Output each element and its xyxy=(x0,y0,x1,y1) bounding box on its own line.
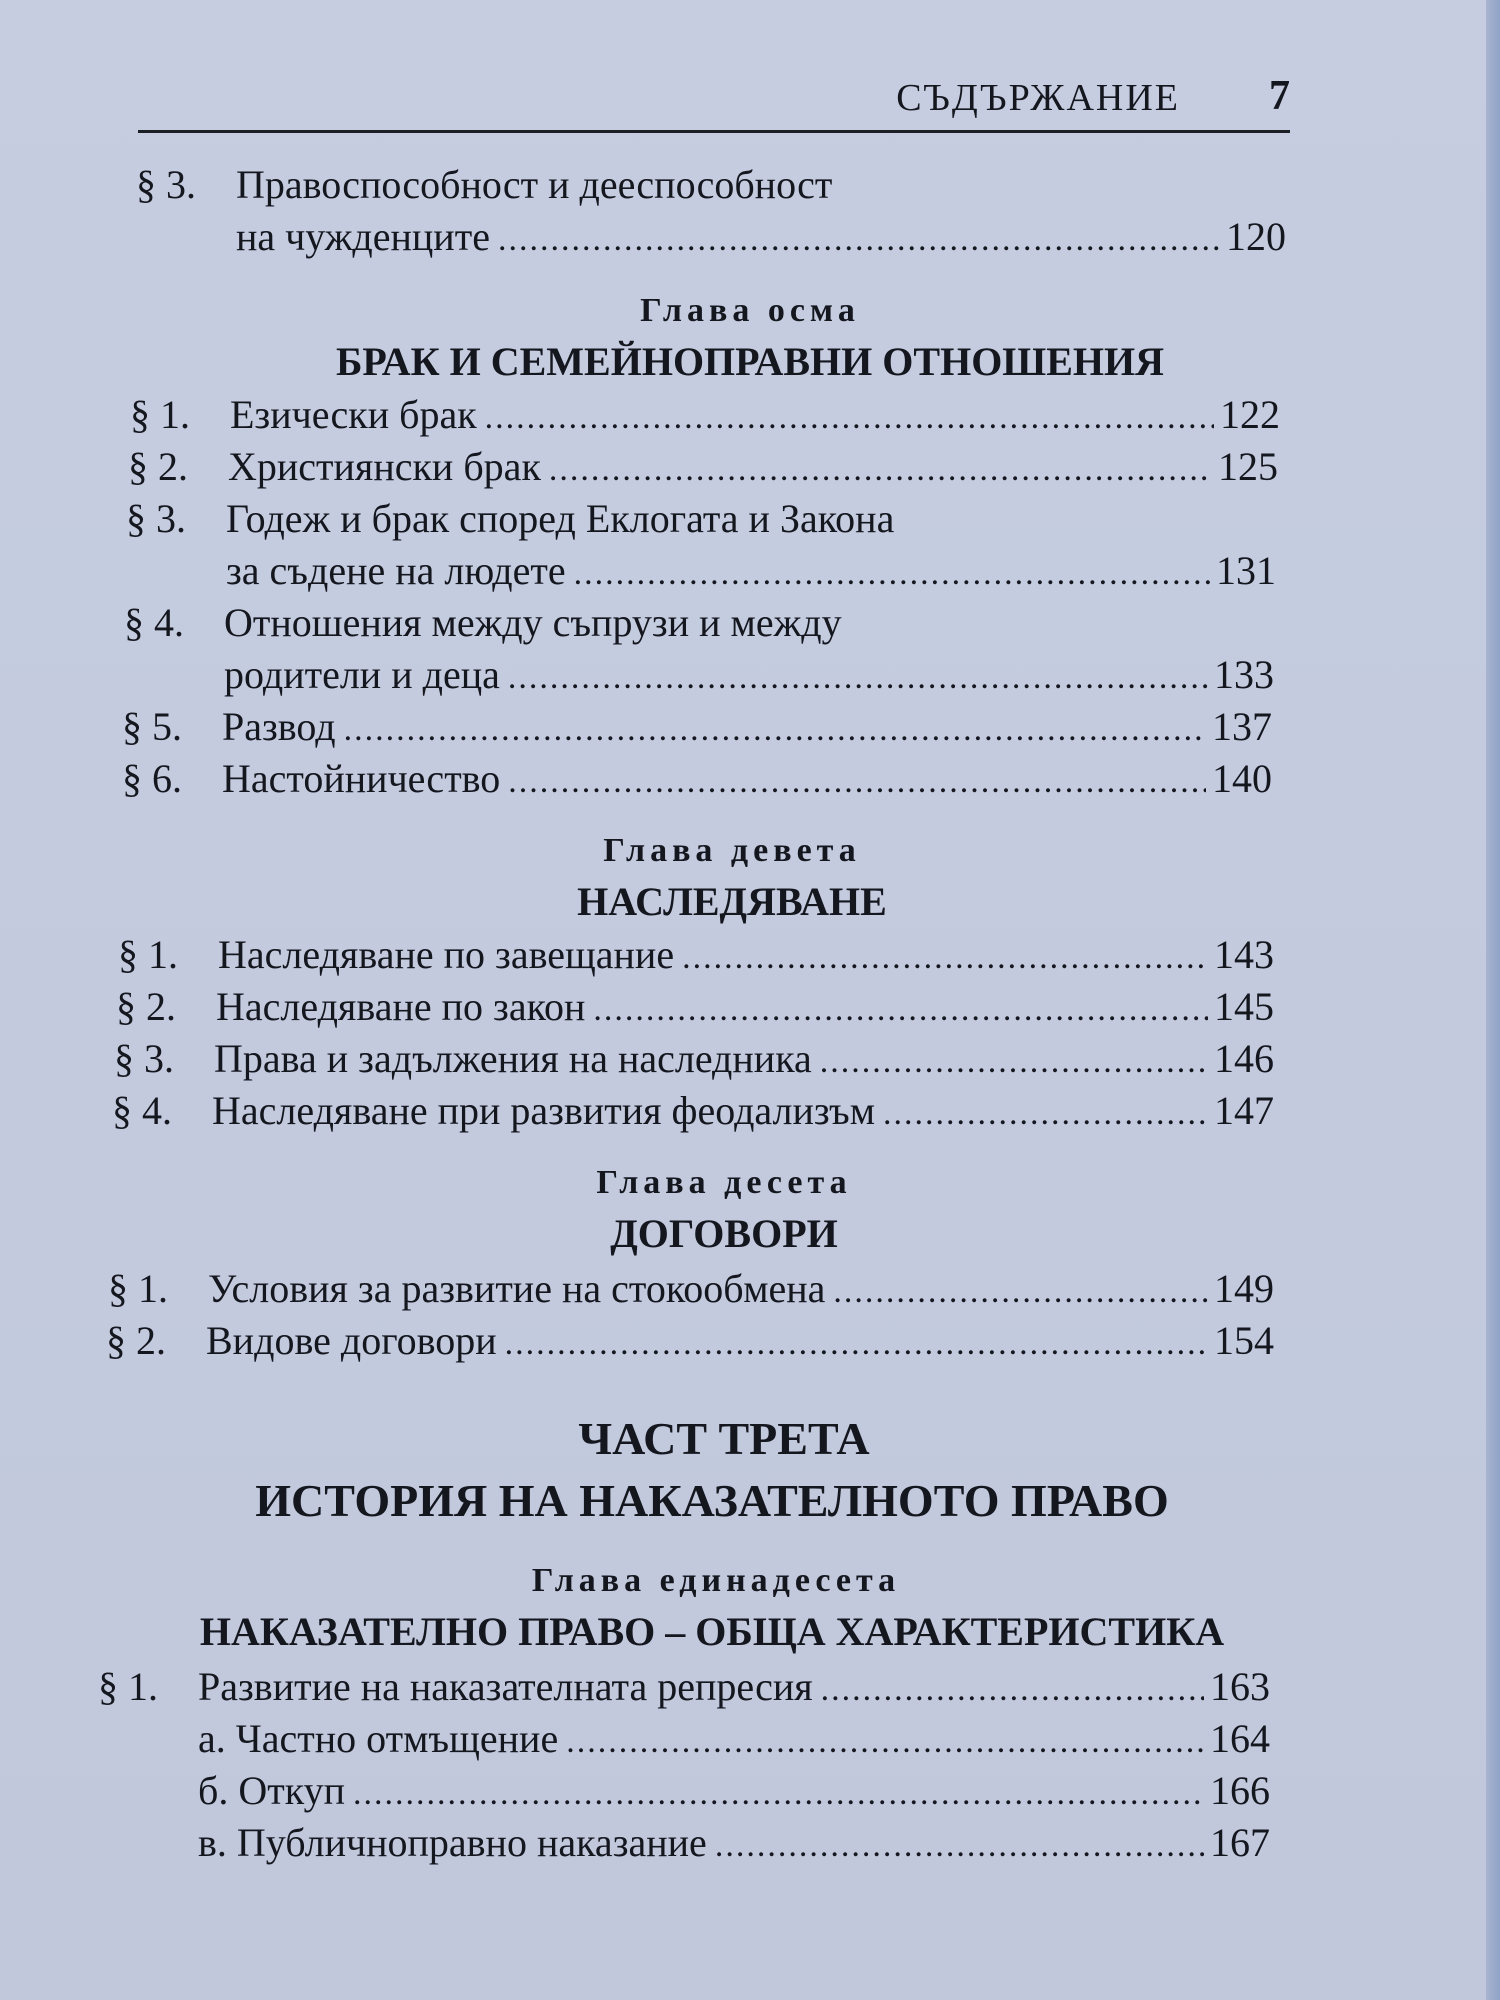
section-title: Условия за развитие на стокообмена xyxy=(208,1266,826,1311)
toc-entry xyxy=(118,930,1274,980)
page-ref: 140 xyxy=(1212,756,1272,801)
section-title: Отношения между съпрузи и между xyxy=(224,600,842,645)
section-title: Годеж и брак според Еклогата и Закона xyxy=(226,496,895,541)
section-title: Християнски брак xyxy=(228,444,541,489)
page-ref: 154 xyxy=(1214,1318,1274,1363)
section-title: Наследяване при развития феодализъм xyxy=(212,1088,876,1133)
running-head xyxy=(138,70,1290,133)
section-title: Настойничество xyxy=(222,756,501,801)
chapter-label: Глава десета xyxy=(596,1164,852,1201)
section-number: § 1. xyxy=(108,1266,168,1311)
toc-entry xyxy=(98,1662,1270,1712)
leader-dots xyxy=(508,757,1206,807)
part-label: ЧАСТ ТРЕТА xyxy=(578,1413,870,1464)
leader-dots xyxy=(353,1769,1204,1819)
page-ref: 133 xyxy=(1214,652,1274,697)
section-number: § 3. xyxy=(126,496,186,541)
leader-dots xyxy=(833,1267,1208,1317)
page-ref: 122 xyxy=(1220,392,1280,437)
running-head-title: СЪДЪРЖАНИЕ xyxy=(896,77,1180,119)
section-title: Развод xyxy=(222,704,336,749)
leader-dots xyxy=(505,1319,1208,1369)
leader-dots xyxy=(821,1665,1204,1715)
leader-dots xyxy=(485,393,1214,443)
page-ref: 146 xyxy=(1214,1036,1274,1081)
leader-dots xyxy=(498,215,1220,265)
toc-entry xyxy=(114,1034,1274,1084)
page-number: 7 xyxy=(1269,73,1290,119)
section-number: § 5. xyxy=(122,704,182,749)
section-title: Видове договори xyxy=(206,1318,497,1363)
chapter-title: НАСЛЕДЯВАНЕ xyxy=(577,879,887,924)
section-number: § 1. xyxy=(118,932,178,977)
page-ref: 125 xyxy=(1218,444,1278,489)
page-ref: 145 xyxy=(1214,984,1274,1029)
section-number: § 3. xyxy=(136,162,196,207)
section-title-cont: родители и деца xyxy=(224,652,500,697)
toc-entry xyxy=(116,982,1274,1032)
section-number: § 1. xyxy=(98,1664,158,1709)
chapter-title: ДОГОВОРИ xyxy=(610,1211,838,1256)
toc-entry-continuation xyxy=(226,546,1276,596)
section-title-cont: за съдене на людете xyxy=(226,548,566,593)
toc-entry-continuation xyxy=(224,650,1274,700)
toc-entry xyxy=(108,1264,1274,1314)
toc-entry-continuation xyxy=(236,212,1286,262)
leader-dots xyxy=(715,1821,1204,1871)
part-title: ИСТОРИЯ НА НАКАЗАТЕЛНОТО ПРАВО xyxy=(255,1475,1169,1526)
page-ref: 167 xyxy=(1210,1820,1270,1865)
section-number: § 2. xyxy=(106,1318,166,1363)
section-title: Наследяване по завещание xyxy=(218,932,675,977)
toc-entry xyxy=(124,598,1274,648)
chapter-label: Глава девета xyxy=(603,832,861,869)
section-title: Езически брак xyxy=(230,392,477,437)
chapter-label: Глава осма xyxy=(640,292,860,329)
leader-dots xyxy=(549,445,1212,495)
toc-subentry xyxy=(198,1766,1270,1816)
toc-entry xyxy=(126,494,1276,544)
section-title-cont: на чужденците xyxy=(236,214,490,259)
toc-entry xyxy=(106,1316,1274,1366)
section-title: Правоспособност и дееспособност xyxy=(236,162,833,207)
subsection-title: в. Публичноправно наказание xyxy=(198,1820,707,1865)
toc-subentry xyxy=(198,1714,1270,1764)
section-number: § 3. xyxy=(114,1036,174,1081)
chapter-title: БРАК И СЕМЕЙНОПРАВНИ ОТНОШЕНИЯ xyxy=(335,339,1165,384)
page-ref: 137 xyxy=(1212,704,1272,749)
page-ref: 143 xyxy=(1214,932,1274,977)
page-ref: 164 xyxy=(1210,1716,1270,1761)
page-ref: 131 xyxy=(1216,548,1276,593)
section-number: § 1. xyxy=(130,392,190,437)
leader-dots xyxy=(682,933,1208,983)
chapter-label: Глава единадесета xyxy=(531,1562,901,1599)
section-title: Развитие на наказателната репресия xyxy=(198,1664,813,1709)
section-number: § 4. xyxy=(124,600,184,645)
page-ref: 149 xyxy=(1214,1266,1274,1311)
toc-entry xyxy=(122,754,1272,804)
subsection-title: б. Откуп xyxy=(198,1768,345,1813)
toc-subentry xyxy=(198,1818,1270,1868)
section-number: § 2. xyxy=(116,984,176,1029)
toc-entry xyxy=(128,442,1278,492)
section-number: § 4. xyxy=(112,1088,172,1133)
toc-entry xyxy=(130,390,1280,440)
leader-dots xyxy=(883,1089,1208,1139)
chapter-title: НАКАЗАТЕЛНО ПРАВО – ОБЩА ХАРАКТЕРИСТИКА xyxy=(199,1609,1225,1654)
page-ref: 120 xyxy=(1226,214,1286,259)
leader-dots xyxy=(566,1717,1204,1767)
leader-dots xyxy=(344,705,1206,755)
page-ref: 166 xyxy=(1210,1768,1270,1813)
subsection-title: а. Частно отмъщение xyxy=(198,1716,559,1761)
leader-dots xyxy=(574,549,1210,599)
leader-dots xyxy=(820,1037,1208,1087)
leader-dots xyxy=(593,985,1208,1035)
page-ref: 147 xyxy=(1214,1088,1274,1133)
toc-entry xyxy=(136,160,1286,210)
toc-entry xyxy=(112,1086,1274,1136)
section-title: Права и задължения на наследника xyxy=(214,1036,812,1081)
section-number: § 6. xyxy=(122,756,182,801)
section-title: Наследяване по закон xyxy=(216,984,586,1029)
leader-dots xyxy=(508,653,1208,703)
page-ref: 163 xyxy=(1210,1664,1270,1709)
toc-entry xyxy=(122,702,1272,752)
section-number: § 2. xyxy=(128,444,188,489)
